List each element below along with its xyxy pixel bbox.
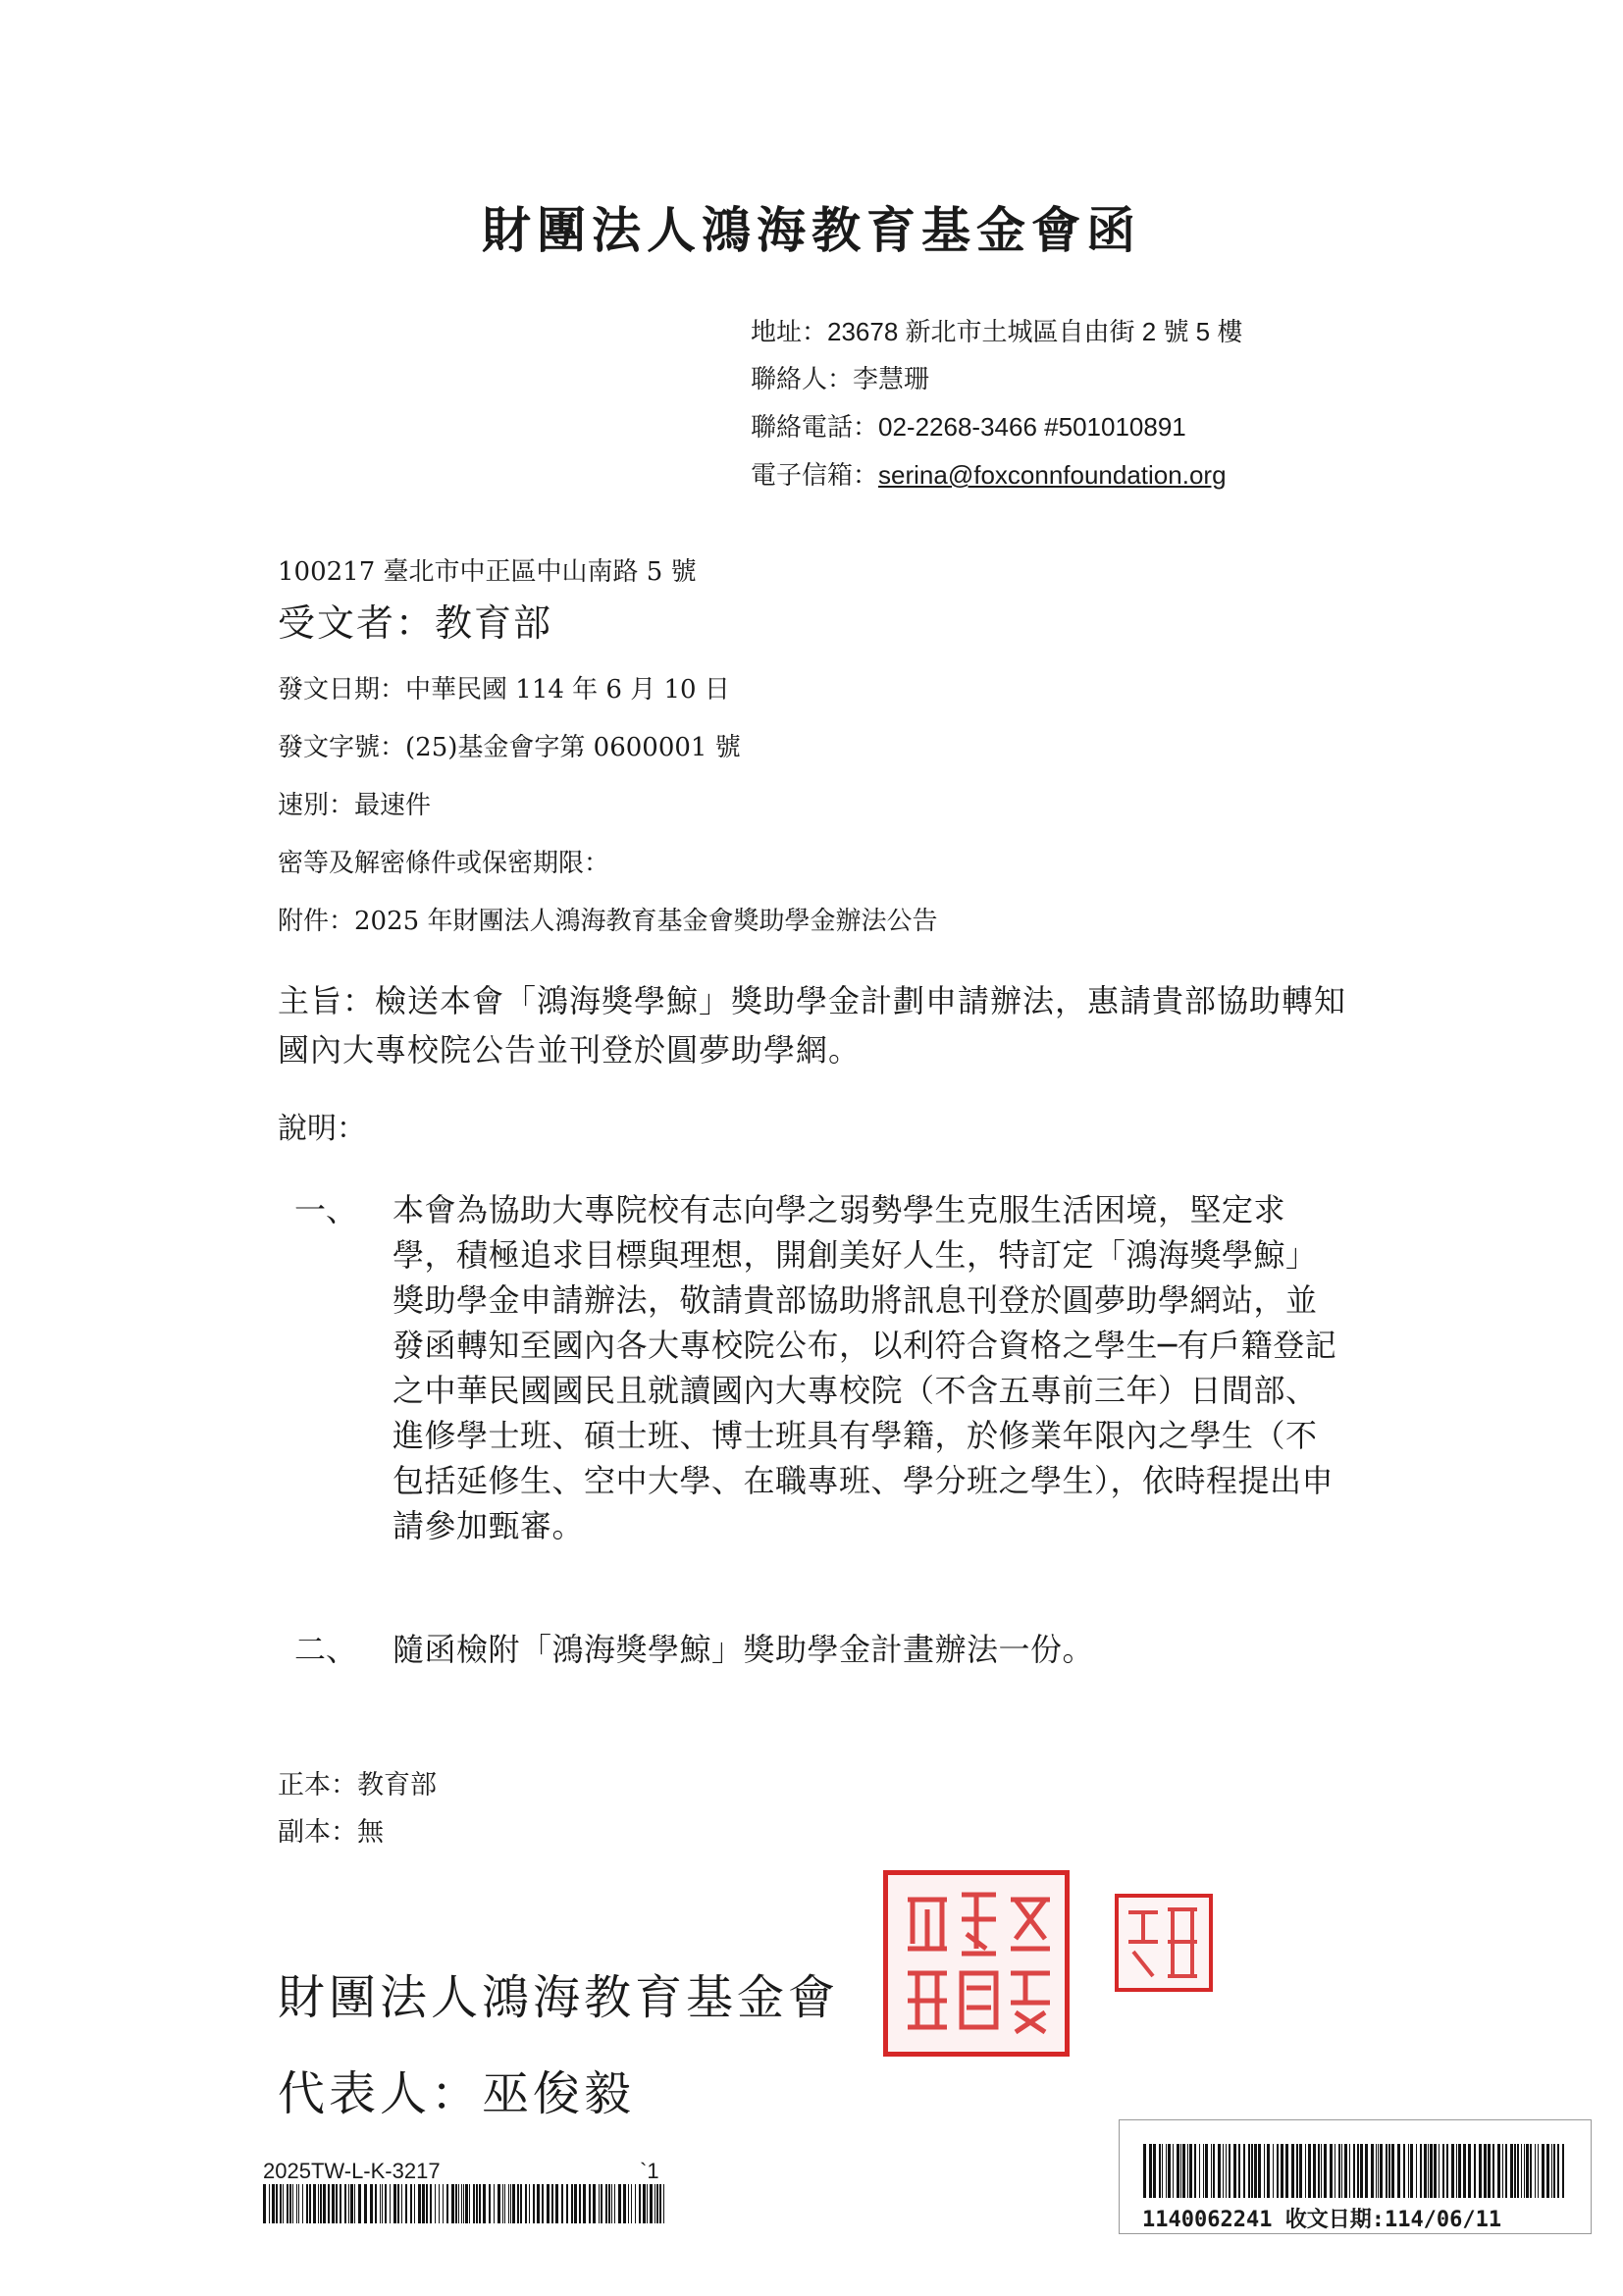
seal-pattern-icon	[1119, 1898, 1209, 1988]
doc-number-value: (25)基金會字第 0600001 號	[405, 733, 741, 762]
carbon-copy-row	[278, 1810, 384, 1849]
confidentiality-row	[278, 843, 609, 879]
sender-address-label: 地址：	[751, 318, 828, 347]
item-marker: 一、	[294, 1191, 358, 1228]
original-copy-label: 正本：	[278, 1770, 357, 1800]
urgency-label: 速別：	[278, 791, 355, 820]
signature-representative: 代表人：巫俊毅	[278, 2066, 636, 2121]
signature-organization: 財團法人鴻海教育基金會	[278, 1970, 840, 2025]
attachment-label: 附件：	[278, 907, 355, 936]
carbon-copy-label: 副本：	[278, 1817, 357, 1848]
document-code: 2025TW-L-K-3217	[263, 2159, 441, 2183]
barcode-icon	[263, 2184, 665, 2223]
issue-date-label: 發文日期：	[278, 675, 406, 704]
original-copy-row	[278, 1763, 437, 1801]
doc-number-label: 發文字號：	[278, 733, 406, 762]
explanation-item	[294, 1627, 1344, 1672]
issue-date-value: 中華民國 114 年 6 月 10 日	[405, 675, 730, 704]
urgency-row	[278, 785, 431, 821]
sender-phone-row	[751, 403, 1242, 451]
sender-phone-label: 聯絡電話：	[751, 413, 879, 443]
issue-date-row	[278, 669, 730, 705]
urgency-value: 最速件	[354, 791, 432, 820]
recipient: 受文者：教育部	[278, 601, 553, 645]
receipt-date: 收文日期:114/06/11	[1284, 2208, 1502, 2232]
sender-email-label: 電子信箱：	[751, 461, 879, 491]
sender-contact-label: 聯絡人：	[751, 365, 854, 394]
original-copy-value: 教育部	[357, 1770, 437, 1800]
confidentiality-label: 密等及解密條件或保密期限：	[278, 849, 610, 878]
sender-email-link[interactable]: serina@foxconnfoundation.org	[878, 460, 1227, 490]
representative-seal-stamp	[1115, 1894, 1213, 1992]
sender-address-value: 23678 新北市土城區自由街 2 號 5 樓	[827, 317, 1243, 346]
sender-contact-row	[751, 356, 1242, 403]
subject-paragraph: 主旨：檢送本會「鴻海獎學鯨」獎助學金計劃申請辦法，惠請貴部協助轉知國內大專校院公告並刊登於圓夢助學網。	[278, 982, 1347, 1069]
explanation-heading: 說明：	[278, 1112, 366, 1146]
carbon-copy-value: 無	[357, 1817, 384, 1848]
attachment-row	[278, 901, 937, 937]
item-marker: 二、	[294, 1631, 358, 1668]
sender-info	[751, 308, 1242, 499]
organization-seal-stamp	[883, 1870, 1070, 2057]
document-title: 財團法人鴻海教育基金會函	[482, 201, 1141, 259]
doc-number-row	[278, 727, 741, 763]
recipient-address: 100217 臺北市中正區中山南路 5 號	[278, 557, 697, 587]
seal-pattern-icon	[888, 1875, 1065, 2052]
document-mark: `1	[640, 2159, 659, 2183]
item-text: 隨函檢附「鴻海獎學鯨」獎助學金計畫辦法一份。	[393, 1631, 1095, 1668]
receipt-line	[1142, 2203, 1501, 2233]
explanation-item	[294, 1187, 1344, 1548]
barcode-icon	[1143, 2144, 1565, 2198]
sender-address-row	[751, 308, 1242, 356]
sender-phone-value: 02-2268-3466 #501010891	[878, 412, 1186, 442]
attachment-value: 2025 年財團法人鴻海教育基金會獎助學金辦法公告	[354, 907, 938, 936]
sender-email-row	[751, 451, 1242, 499]
receipt-number: 1140062241	[1142, 2208, 1273, 2232]
item-text: 本會為協助大專院校有志向學之弱勢學生克服生活困境，堅定求學，積極追求目標與理想，開創美好人生，特訂定「鴻海獎學鯨」獎助學金申請辦法，敬請貴部協助將訊息刊登於圓夢助學網站，並發函轉知至國內各大專校院公布，以利符合資格之學生─有戶籍登記之中華民國國民且就讀國內大專校院（不含五專前三年）日間部、進修學士班、碩士班、博士班具有學籍，於修業年限內之學生（不包括延修生、空中大學、在職專班、學分班之學生），依時程提出申請參加甄審。	[393, 1191, 1337, 1544]
sender-contact-value: 李慧珊	[853, 365, 930, 394]
